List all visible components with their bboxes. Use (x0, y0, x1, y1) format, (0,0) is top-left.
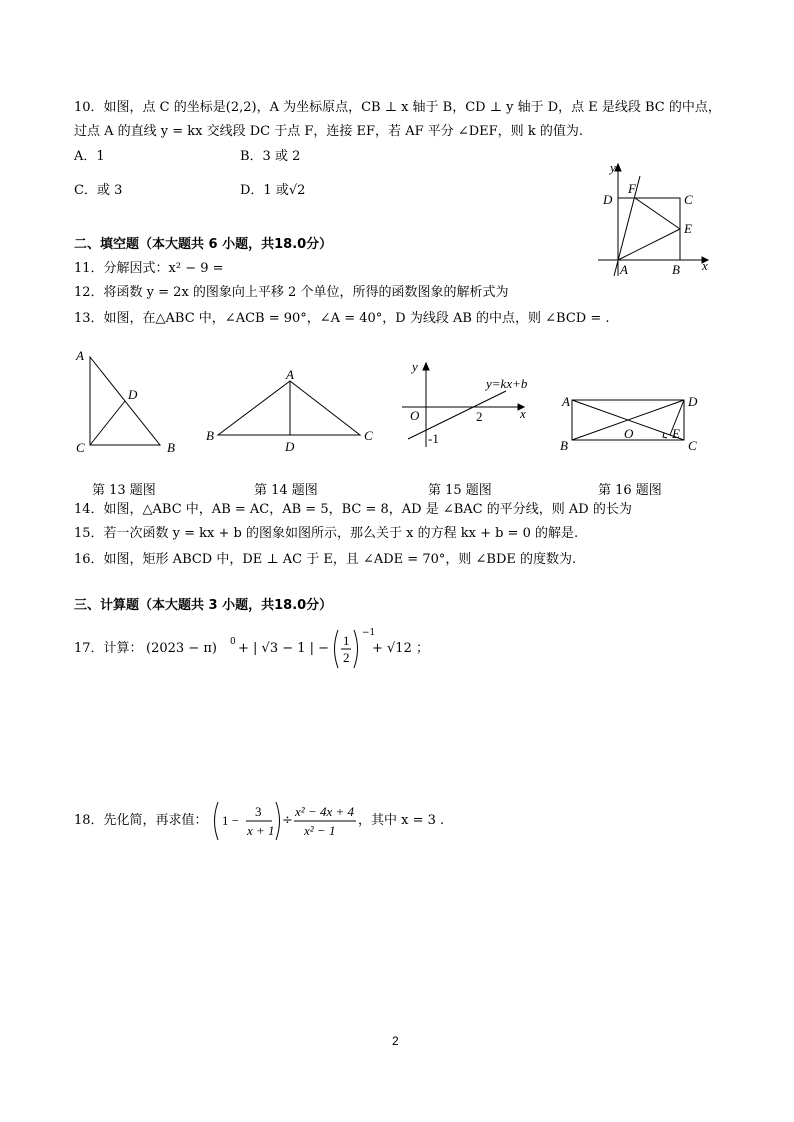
q18-f2-den: x² − 1 (304, 823, 336, 838)
q17-term-a: (2023 − π) (146, 641, 217, 656)
fig15-label-x: x (520, 406, 526, 421)
section3-title: 三、计算题（本大题共 3 小题，共18.0分） (74, 598, 333, 613)
q15: 15．若一次函数 y = kx + b 的图象如图所示，那么关于 x 的方程 kx + b = 0 的解是. (74, 526, 579, 541)
fig13-label-d: D (128, 387, 138, 402)
fig14-triangle (218, 381, 360, 435)
fig16-label-d: D (688, 394, 698, 409)
fig13-median-cd (90, 401, 125, 445)
q10-label-e: E (684, 221, 692, 236)
q10-line-fe (635, 198, 680, 229)
fig14-label-b: B (206, 428, 214, 443)
q18-one: 1 − (222, 813, 240, 828)
fig16 (556, 390, 706, 460)
fig16-caption: 第 16 题图 (598, 483, 662, 498)
q17-left-paren (335, 630, 339, 668)
q10-label-d: D (603, 192, 613, 207)
q10-label-y: y (610, 160, 616, 175)
q11: 11．分解因式：x² − 9 = (74, 261, 224, 276)
q10-option-c: C．或 3 (74, 183, 123, 198)
q18-divide: ÷ (282, 813, 293, 828)
q18-left-paren (215, 802, 219, 840)
q18-f1-num: 3 (255, 804, 262, 819)
q13: 13．如图，在△ABC 中，∠ACB = 90°，∠A = 40°，D 为线段 AB 的中点，则 ∠BCD = . (74, 311, 610, 326)
fig14-label-a: A (286, 367, 294, 382)
fig15-label-minus1: -1 (428, 431, 439, 446)
fig15-label-o: O (410, 408, 420, 423)
q10-line2: 过点 A 的直线 y = kx 交线段 DC 于点 F，连接 EF，若 AF 平分 ∠DEF，则 k 的值为. (74, 124, 583, 139)
q18-paren-expression (212, 800, 282, 842)
fig14 (200, 365, 380, 460)
q18-prefix: 18．先化简，再求值： (74, 813, 208, 828)
q10-option-a: A．1 (74, 149, 105, 164)
fig15-label-y: y (412, 359, 418, 374)
fig13-label-a: A (76, 348, 84, 363)
q17-frac-den: 2 (343, 650, 350, 665)
q10-y-arrow (615, 164, 621, 171)
q10-option-d: D．1 或√2 (240, 183, 306, 198)
section2-title: 二、填空题（本大题共 6 小题，共18.0分） (74, 237, 333, 252)
q10-label-b: B (672, 262, 680, 277)
fig16-label-e: E (672, 426, 680, 441)
q10-label-x: x (702, 258, 708, 273)
fig15-y-arrow (423, 363, 429, 370)
q17-term-b: + | √3 − 1 | − (238, 641, 330, 656)
q10-label-c: C (684, 192, 693, 207)
page-number: 2 (392, 1034, 399, 1048)
q17-frac-num: 1 (343, 633, 350, 648)
q17-prefix: 17．计算： (74, 641, 143, 656)
q17-right-paren (354, 630, 358, 668)
q10-line-ae (618, 229, 680, 260)
fig14-caption: 第 14 题图 (254, 483, 318, 498)
fig14-label-d: D (285, 439, 295, 454)
q14: 14．如图，△ABC 中，AB = AC，AB = 5，BC = 8，AD 是 ∠BAC 的平分线，则 AD 的长为 (74, 502, 632, 517)
fig16-label-b: B (560, 438, 568, 453)
fig15-label-2: 2 (476, 409, 483, 424)
q18-suffix: ，其中 x = 3 . (358, 813, 445, 828)
q10-option-b: B．3 或 2 (240, 149, 301, 164)
fig16-label-o: O (624, 426, 634, 441)
fig14-label-c: C (364, 428, 373, 443)
q17-exponent-neg1: −1 (362, 628, 376, 638)
q18-fraction2 (292, 800, 358, 842)
q18-right-paren (276, 802, 280, 840)
fig13 (70, 345, 190, 460)
q18-f2-num: x² − 4x + 4 (295, 804, 354, 819)
q10-label-a: A (620, 262, 628, 277)
fig15-caption: 第 15 题图 (428, 483, 492, 498)
q10-figure (592, 158, 712, 280)
fig16-label-a: A (562, 394, 570, 409)
fig13-caption: 第 13 题图 (92, 483, 156, 498)
q17-paren-fraction (330, 628, 362, 670)
fig15-line-label: y=kx+b (486, 376, 528, 391)
q16: 16．如图，矩形 ABCD 中，DE ⊥ AC 于 E，且 ∠ADE = 70°，则 ∠BDE 的度数为. (74, 552, 577, 567)
q10-label-f: F (628, 181, 636, 196)
q10-line1: 10．如图，点 C 的坐标是(2,2)，A 为坐标原点，CB ⊥ x 轴于 B，CD ⊥ y 轴于 D，点 E 是线段 BC 的中点， (74, 100, 721, 115)
fig15-line (408, 391, 506, 439)
fig13-label-c: C (76, 440, 85, 455)
q18-f1-den: x + 1 (247, 823, 275, 838)
fig13-label-b: B (167, 440, 175, 455)
q17-term-c: + √12 ； (372, 641, 429, 656)
q12: 12．将函数 y = 2x 的图象向上平移 2 个单位，所得的函数图象的解析式为 (74, 285, 509, 300)
fig15 (398, 355, 538, 455)
q17-exponent-0: 0 (230, 637, 236, 647)
fig16-label-c: C (688, 438, 697, 453)
